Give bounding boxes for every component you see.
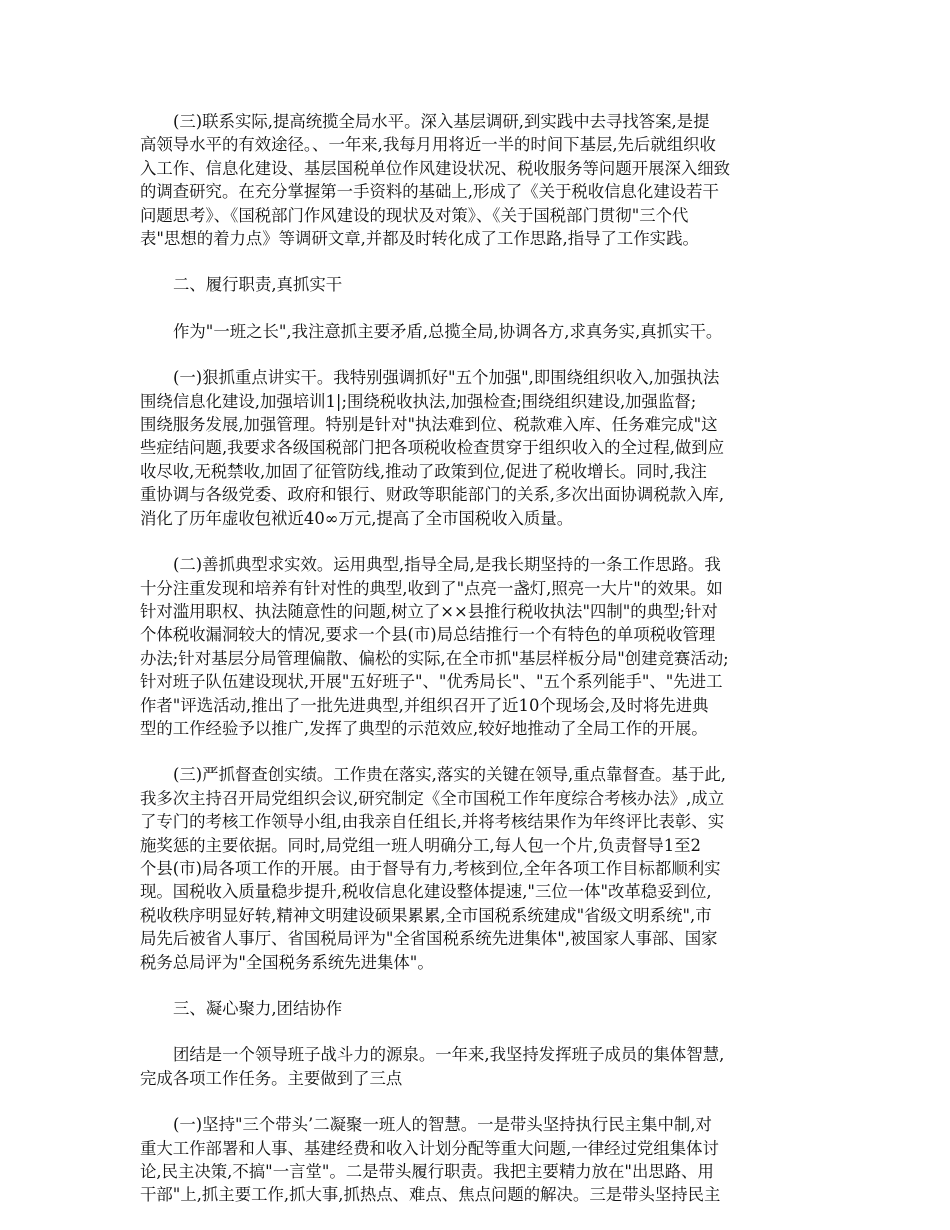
paragraph-1: (三)联系实际,提高统揽全局水平。深入基层调研,到实践中去寻找答案,是提 高领导水平的有效途径。、一年来,我每月用将近一半的时间下基层,先后就组织收 入工作、信息化建设、基层国税单位作风建设状况、税收服务等问题开展深入细致 的调查研究。在充分掌握第一手资料的基础上,形成了《关于税收信息化建设若干 问题思考》、《国税部门作风建设的现状及对策》、《关于国税部门贯彻"三个代 表"思想的着力点》等调研文章,并都及时转化成了工作思路,指导了工作实践。 (140, 112, 731, 249)
paragraph-6: 团结是一个领导班子战斗力的源泉。一年来,我坚持发挥班子成员的集体智慧, 完成各项工作任务。主要做到了三点 (140, 1045, 725, 1088)
paragraph-7: (一)坚持"三个带头’二凝聚一班人的智慧。一是带头坚持执行民主集中制,对 重大工作部署和人事、基建经费和收入计划分配等重大问题,一律经过党组集体讨 论,民主决策,不搞"一言堂"。二是带头履行职责。我把主要精力放在"出思路、用 干部"上,抓主要工作,抓大事,抓热点、难点、焦点问题的解决。三是带头坚持民主 (140, 1115, 721, 1205)
section-heading-3: 三、凝心聚力,团结协作 (173, 999, 343, 1018)
paragraph-2: 作为"一班之长",我注意抓主要矛盾,总揽全局,协调各方,求真务实,真抓实干。 (173, 321, 723, 341)
paragraph-4: (二)善抓典型求实效。运用典型,指导全局,是我长期坚持的一条工作思路。我 十分注重发现和培养有针对性的典型,收到了"点亮一盏灯,照亮一大片"的效果。如 针对滥用职权、执法随意性的问题,树立了××县推行税收执法"四制"的典型;针对 个体税收漏洞较大的情况,要求一个县(市)局总结推行一个有特色的单项税收管理 办法;针对基层分局管理偏散、偏松的实际,在全市抓"基层样板分局"创建竞赛活动; 针对班子队伍建设现状,开展"五好班子"、"优秀局长"、"五个系列能手"、"先进工 作者"评选活动,推出了一批先进典型,并组织召开了近10个现场会,及时将先进典 型的工作经验予以推广,发挥了典型的示范效应,较好地推动了全局工作的开展。 (140, 555, 729, 738)
paragraph-5: (三)严抓督查创实绩。工作贵在落实,落实的关键在领导,重点靠督查。基于此, 我多次主持召开局党组织会议,研究制定《全市国税工作年度综合考核办法》,成立 了专门的考核工作领导小组,由我亲自任组长,并将考核结果作为年终评比表彰、实 施奖惩的主要依据。同时,局党组一班人明确分工,每人包一个片,负责督导1至2 个县(市)局各项工作的开展。由于督导有力,考核到位,全年各项工作目标都顺利实 现。国税收入质量稳步提升,税收信息化建设整体提速,"三位一体"改革稳妥到位, 税收秩序明显好转,精神文明建设硕果累累,全市国税系统建成"省级文明系统",市 局先后被省人事厅、省国税局评为"全省国税系统先进集体",被国家人事部、国家 税务总局评为"全国税务系统先进集体"。 (140, 765, 726, 972)
paragraph-3: (一)狠抓重点讲实干。我特别强调抓好"五个加强",即围绕组织收入,加强执法 围绕信息化建设,加强培训1|;围绕税收执法,加强检查;围绕组织建设,加强监督; 围绕服务发展,加强管理。特别是针对"执法难到位、税款难入库、任务难完成"这 些症结问题,我要求各级国税部门把各项税收检查贯穿于组织收入的全过程,做到应 收尽收,无税禁收,加固了征管防线,推动了政策到位,促进了税收增长。同时,我注 重协调与各级党委、政府和银行、财政等职能部门的关系,多次出面协调税款入库, 消化了历年虚收包袱近40∞万元,提高了全市国税收入质量。 (140, 368, 725, 528)
section-heading-2: 二、履行职责,真抓实干 (173, 275, 343, 295)
document-body (140, 110, 816, 1207)
